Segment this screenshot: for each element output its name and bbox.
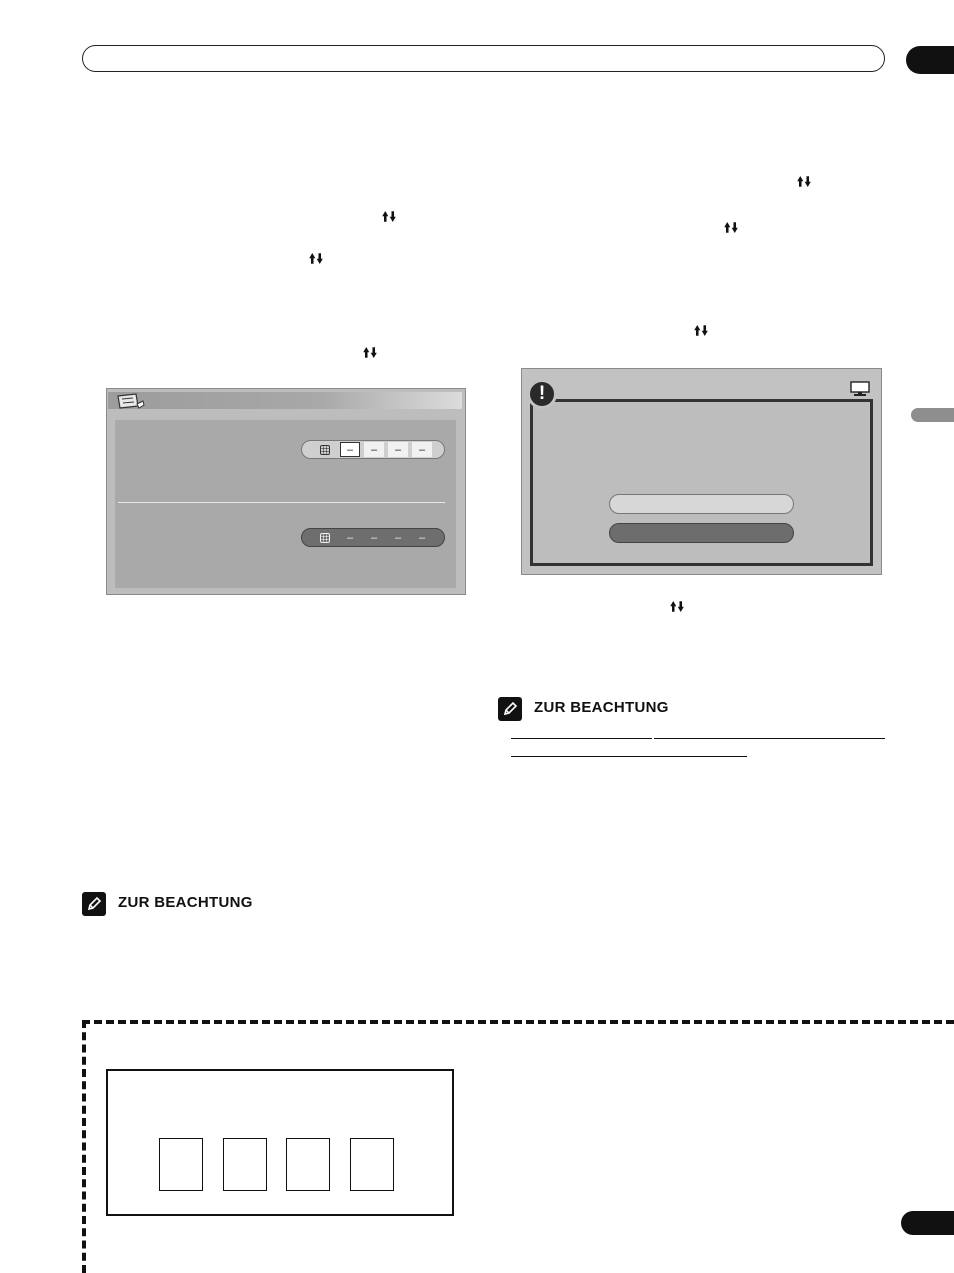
- language-side-tab: [911, 408, 954, 422]
- pin-digit[interactable]: –: [370, 531, 378, 544]
- pin-confirm-field[interactable]: [301, 528, 445, 547]
- up-down-arrow-icons: [382, 210, 397, 224]
- reference-underline: [511, 756, 747, 757]
- arrow-down-icon: 🠛: [370, 345, 379, 360]
- dialog-option-button-selected[interactable]: [609, 523, 794, 543]
- arrow-up-icon: 🠙: [694, 323, 702, 338]
- pencil-note-icon: [498, 697, 522, 721]
- arrow-up-icon: 🠙: [797, 174, 805, 189]
- pin-digit[interactable]: –: [394, 531, 402, 544]
- memo-digit-box[interactable]: [159, 1138, 203, 1191]
- reference-underline: [654, 738, 885, 739]
- arrow-down-icon: 🠛: [731, 220, 740, 235]
- exclamation-icon: !: [527, 379, 557, 409]
- pin-digit[interactable]: –: [346, 531, 354, 544]
- menu-title-bar: [108, 392, 462, 409]
- note-heading: ZUR BEACHTUNG: [118, 894, 253, 911]
- arrow-up-icon: 🠙: [363, 345, 371, 360]
- arrow-down-icon: 🠛: [389, 209, 398, 224]
- pin-digit[interactable]: –: [364, 442, 384, 457]
- up-down-arrow-icons: [670, 600, 685, 614]
- arrow-up-icon: 🠙: [724, 220, 732, 235]
- arrow-down-icon: 🠛: [804, 174, 813, 189]
- pin-digit[interactable]: –: [388, 442, 408, 457]
- up-down-arrow-icons: [363, 346, 378, 360]
- chapter-tab: [906, 46, 954, 74]
- dialog-option-button[interactable]: [609, 494, 794, 514]
- pin-digit[interactable]: –: [340, 442, 360, 457]
- up-down-arrow-icons: [694, 324, 709, 338]
- up-down-arrow-icons: [309, 252, 324, 266]
- header-bar: [82, 45, 885, 72]
- memo-dashed-border-left: [82, 1020, 86, 1273]
- memo-digit-box[interactable]: [286, 1138, 330, 1191]
- arrow-up-icon: 🠙: [382, 209, 390, 224]
- arrow-down-icon: 🠛: [701, 323, 710, 338]
- page-number-tab: [901, 1211, 954, 1235]
- reference-underline: [511, 738, 652, 739]
- monitor-icon: [850, 381, 870, 397]
- memo-digit-box[interactable]: [223, 1138, 267, 1191]
- pencil-note-icon: [82, 892, 106, 916]
- arrow-down-icon: 🠛: [316, 251, 325, 266]
- arrow-down-icon: 🠛: [677, 599, 686, 614]
- pin-input-field[interactable]: [301, 440, 445, 459]
- arrow-up-icon: 🠙: [309, 251, 317, 266]
- note-heading: ZUR BEACHTUNG: [534, 699, 669, 716]
- arrow-up-icon: 🠙: [670, 599, 678, 614]
- menu-screen-icon: [116, 392, 146, 412]
- memo-dashed-border-top: [82, 1020, 954, 1024]
- keypad-icon: [320, 445, 330, 455]
- up-down-arrow-icons: [797, 175, 812, 189]
- up-down-arrow-icons: [724, 221, 739, 235]
- keypad-icon: [320, 533, 330, 543]
- menu-divider: [118, 502, 445, 503]
- memo-digit-box[interactable]: [350, 1138, 394, 1191]
- pin-digit[interactable]: –: [418, 531, 426, 544]
- pin-digit[interactable]: –: [412, 442, 432, 457]
